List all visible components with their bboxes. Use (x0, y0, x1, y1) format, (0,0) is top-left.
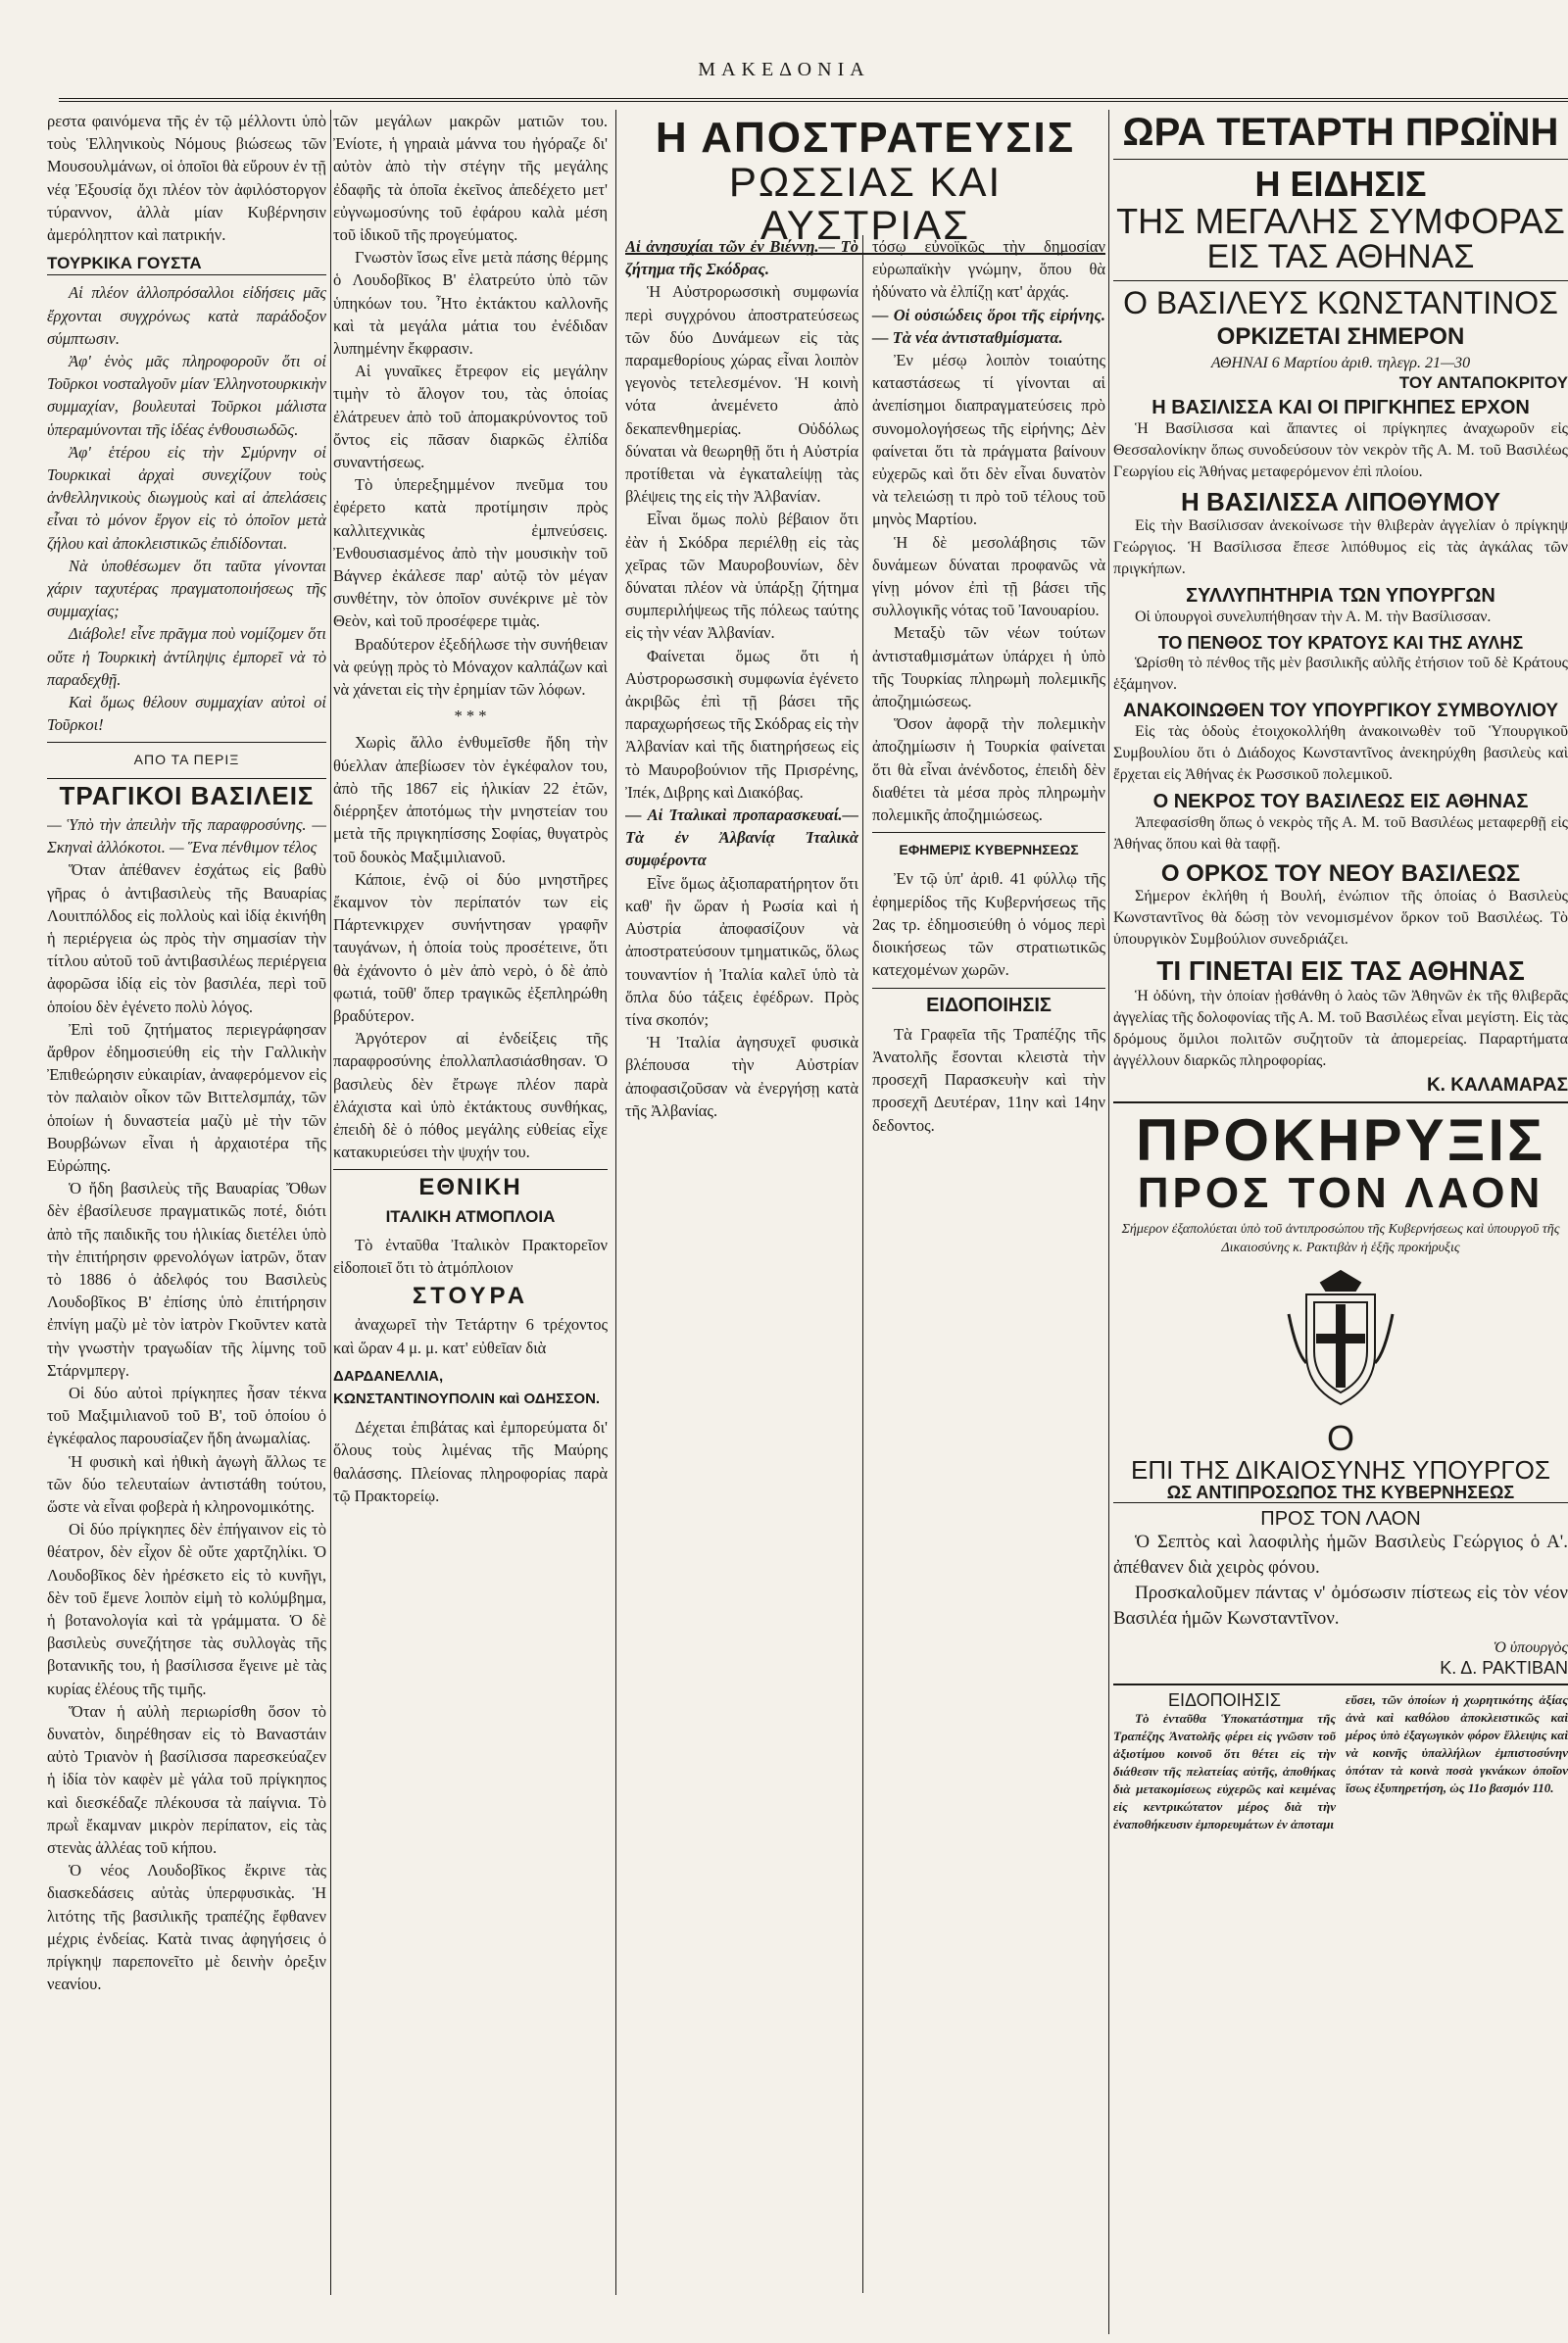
paragraph: Φαίνεται ὅμως ὅτι ἡ Αὐστρορωσσικὴ συμφωνία ἐγένετο ἀκριβῶς ἐπὶ τῇ βάσει τῆς παραχωρήσεως τῆς Σκόδρας εἰς τὴν Ἀλβανίαν καὶ τῆς διατηρήσεως εἰς τὸ Μαυροβούνιον τῆς Πρισρένης, Ἰπέκ, Διβρης καὶ Διακόβας. (625, 646, 858, 802)
paragraph: Τὸ ἐνταῦθα Ἰταλικὸν Πρακτορεῖον εἰδοποιεῖ ὅτι τὸ ἀτμόπλοιον (333, 1235, 608, 1277)
minister-title: ΕΠΙ ΤΗΣ ΔΙΚΑΙΟΣΥΝΗΣ ΥΠΟΥΡΓΟΣ (1131, 1456, 1550, 1484)
paragraph: Ἀπεφασίσθη ὅπως ὁ νεκρὸς τῆς Α. Μ. τοῦ Βασιλέως μεταφερθῇ εἰς Ἀθήνας ὅπου καὶ θὰ ταφῇ. (1113, 814, 1568, 854)
paragraph: Ἡ Βασίλισσα καὶ ἅπαντες οἱ πρίγκηπες ἀναχωροῦν εἰς Θεσσαλονίκην ὅπως συνοδεύσουν τὸν νεκρὸν τῆς Α. Μ. τοῦ Βασιλέως Γεωργίου εἰς Ἀθήνας μεταφερόμενον ἐπὶ πλοίου. (1113, 419, 1568, 480)
headline-oath: ΟΡΚΙΖΕΤΑΙ ΣΗΜΕΡΟΝ (1216, 323, 1465, 350)
gazette-title: ΕΦΗΜΕΡΙΣ ΚΥΒΕΡΝΗΣΕΩΣ (899, 842, 1079, 858)
column-3-right (872, 235, 1105, 1137)
masthead: ΜΑΚΕΔΟΝΙΑ (698, 59, 870, 80)
to-people: ΠΡΟΣ ΤΟΝ ΛΑΟΝ (1260, 1508, 1421, 1530)
headline-king: Ο ΒΑΣΙΛΕΥΣ ΚΩΝΣΤΑΝΤΙΝΟΣ (1123, 287, 1558, 320)
dateline: ΑΘΗΝΑΙ 6 Μαρτίου ἀριθ. τηλεγρ. 21—30 (1210, 355, 1471, 372)
paragraph: Μεταξὺ τῶν νέων τούτων ἀντισταθμισμάτων ὑπάρχει ἡ ὑπὸ τῆς Τουρκίας πληρωμὴ πολεμικῆς ἀποζημιώσεως. (872, 623, 1105, 711)
notice-title: ΕΙΔΟΠΟΙΗΣΙΣ (926, 994, 1052, 1016)
correspondent: ΤΟΥ ΑΝΤΑΠΟΚΡΙΤΟΥ (1398, 374, 1568, 392)
masthead-rule (59, 98, 1568, 102)
paragraph: Ἡ δὲ μεσολάβησις τῶν δυνάμεων δύναται προφανῶς νὰ γίνῃ μόνον ἐπὶ τῇ βάσει τῆς συλλογικῆς νότας τοῦ Ἰανουαρίου. (872, 532, 1105, 620)
paragraph: Εἰς τὰς ὁδοὺς ἐτοιχοκολλήθη ἀνακοινωθὲν τοῦ Ὑπουργικοῦ Συμβουλίου ὅτι ὁ Διάδοχος Κωνσταντῖνος ἀνεκηρύχθη βασιλεὺς καὶ ἔρχεται εἰς Ἀθήνας ἐκ Ρωσσικοῦ πολεμικοῦ. (1113, 723, 1568, 784)
section-mourning: ΤΟ ΠΕΝΘΟΣ ΤΟΥ ΚΡΑΤΟΥΣ ΚΑΙ ΤΗΣ ΑΥΛΗΣ (1157, 634, 1524, 654)
paragraph: Τὰ Γραφεῖα τῆς Τραπέζης τῆς Ἀνατολῆς ἔσονται κλειστὰ τὴν προσεχῆ Παρασκευὴν καὶ τὴν προσεχῆ Δευτέραν, 11ην καὶ 14ην δεδοντος. (872, 1024, 1105, 1135)
divider (872, 832, 1105, 833)
paragraph: Γνωστὸν ἴσως εἶνε μετὰ πάσης θέρμης ὁ Λουδοβῖκος Β' ἐλατρεύτο ὑπὸ τῶν ὑπηκόων του. Ἦτο ἐκτάκτου καλλονῆς καὶ τὰ μεγάλα μάτια του ἐνέδιδαν λυπημένην ἔκφρασιν. (333, 248, 608, 359)
ethniki-subtitle: ΙΤΑΛΙΚΗ ΑΤΜΟΠΛΟΙΑ (385, 1206, 556, 1226)
paragraph: Διάβολε! εἶνε πρᾶγμα ποὺ νομίζομεν ὅτι οὔτε ἡ Τουρκικὴ ἀντίληψις ἐμπορεῖ νὰ τὸ παραδεχθῇ. (47, 624, 326, 689)
paragraph: Ὅταν ἀπέθανεν ἐσχάτως εἰς βαθὺ γῆρας ὁ ἀντιβασιλεὺς τῆς Βαυαρίας Λουιτπόλδος εἰς πολλοὺς καὶ ἰδίᾳ ἐκινήθη ἡ περιέργεια ὡς πρὸς τὴν σημασίαν τὴν τίτλου αὐτοῦ τοῦ ἀντιβασιλέως περιέργεια ἀφορῶσα ἰδίᾳ εἰς τὸν βασιλέα, περὶ τοῦ ὁποίου δὲν ἐγένετο πολὺ λόγος. (47, 860, 326, 1016)
proclamation-o: Ο (1326, 1419, 1354, 1457)
divider (47, 778, 326, 779)
paragraph: τῶν μεγάλων μακρῶν ματιῶν του. Ἐνίοτε, ἡ γηραιὰ μάννα του ἠγόραζε δι' αὐτὸν ἀπὸ τὴν στέγην τῆς μεγάλης ἐδαφῆς τὰ ὁποῖα ἐκεῖνος ἀπεδέχετο μετ' εὐγνωμοσύνης τοῦ ἐφάρου καλὰ μέση τοῦ ἰδικοῦ τῆς προγεύματος. (333, 112, 608, 245)
paragraph: Οἱ δύο πρίγκηπες δὲν ἐπήγαινον εἰς τὸ θέατρον, δὲν εἶχον δὲ οὔτε χαρτζηλίκι. Ὁ Λουδοβῖκος δὲν ἠρέσκετο εἰς τὸ κυνῆγι, δὲν τοῦ ἔμενε λοιπὸν εἰμὴ τὸ κολύμβημα, ἡ βοτανολογία καὶ τὰ γράμματα. Ὁ δὲ βασιλεὺς συνεζήτησε τὰς συλλογὰς τῆς βοτανικῆς του, ἡ βασίλισσα ἔγεινε μὲ τὰς κυρίας ἐλέους τῆς τιμῆς. (47, 1520, 326, 1698)
paragraph: εὔσει, τῶν ὁποίων ἡ χωρητικότης ἀξίας ἀνὰ καὶ καθόλου ἀποκλειστικῶς καὶ μέρος ὑπὸ ἐξαγωγικὸν φόρον ἔλλειψις καὶ νὰ κοινῆς ὑπαλλήλων ἐμπιστοσύνην ὁπόταν τὰ κοινὰ ποσὰ γκνάκων ὁποῖον ἴσως ἐξυπηρετήση, ὡς 11ο βασμόν 110. (1346, 1691, 1568, 1795)
paragraph: Ὁ Σεπτὸς καὶ λαοφιλὴς ἡμῶν Βασιλεὺς Γεώργιος ὁ Α'. ἀπέθανεν διὰ χειρὸς φόνου. (1113, 1531, 1568, 1578)
headline-athens: ΕΙΣ ΤΑΣ ΑΘΗΝΑΣ (1206, 239, 1475, 275)
divider (333, 1169, 608, 1170)
intro-paragraph: ρεστα φαινόμενα τῆς ἐν τῷ μέλλοντι ὑπὸ τοὺς Ἑλληνικοὺς Νόμους βιώσεως τῶν Μουσουλμάνων, οἱ ὁποῖοι θὰ εὕρουν ἐν τῇ νέᾳ Ἐξουσίᾳ ὄχι πλέον τὸν ἀφιλόστοργον τύραννον, ἀλλὰ μίαν Κυβέρνησιν ἀμερόληπτον καὶ πατρικήν. (47, 112, 326, 245)
section-condolences: ΣΥΛΛΥΠΗΤΗΡΙΑ ΤΩΝ ΥΠΟΥΡΓΩΝ (1186, 586, 1495, 608)
paragraph: Νὰ ὑποθέσωμεν ὅτι ταῦτα γίνονται χάριν ταχυτέρας πραγματοποιήσεως τῆς συμμαχίας; (47, 556, 326, 621)
proclamation-title: ΠΡΟΚΗΡΥΞΙΣ (1135, 1108, 1545, 1171)
paragraph: Ὁ ἤδη βασιλεὺς τῆς Βαυαρίας Ὄθων δὲν ἐβασίλευσε πραγματικῶς ποτέ, διότι ἀπὸ τῆς παιδικῆς του ἡλικίας διετέλει ὑπὸ τὴν ἐπιτήρησιν φρενολόγων ἰατρῶν, ὅταν τὸ 1886 ὁ ἀδελφός του Βασιλεὺς Λουδοβῖκος Β' ἐπίσης ὑπὸ ἐπιτήρησιν ἐπνίγη μαζὺ μὲ τὸν ἰατρὸν Γκοῦντεν κατὰ τὴν γνωστὴν τραγωδίαν τῆς λίμνης τοῦ Στάρνμπεργ. (47, 1179, 326, 1380)
headline-time: ΩΡΑ ΤΕΤΑΡΤΗ ΠΡΩΪΝΗ (1122, 112, 1559, 153)
paragraph: ἀναχωρεῖ τὴν Τετάρτην 6 τρέχοντος καὶ ὥραν 4 μ. μ. κατ' εὐθεῖαν διὰ (333, 1315, 608, 1357)
paragraph: Χωρὶς ἄλλο ἐνθυμεῖσθε ἤδη τὴν θύελλαν ἀπεβίωσεν τὸν ἐγκέφαλον του, ἀπὸ τῆς 1867 εἰς ἡλικίαν 22 ἐτῶν, διέρρηξεν ἀποτόμως τὴν μνηστείαν του μετὰ τῆς πριγκηπίσσης Σοφίας, θυγατρὸς τοῦ δουκὸς Μαξιμιλιανοῦ. (333, 733, 608, 866)
notice-block (1113, 1691, 1568, 1833)
paragraph: Τὸ ἐνταῦθα Ὑποκατάστημα τῆς Τραπέζης Ἀνατολῆς φέρει εἰς γνῶσιν τοῦ ἀξιοτίμου κοινοῦ ὅτι θέτει εἰς τὴν διάθεσιν τῆς πελατείας αὐτῆς, ἀποθήκας διὰ μετακομίσεως εὐχερῶς καὶ κειμένας εἰς κεντρικώτατον μέρος διὰ τὴν ἐναποθήκευσιν ἐμπορευμάτων ἐν ἀποταμι (1113, 1710, 1336, 1831)
paragraph: Ἐπὶ τοῦ ζητήματος περιεγράφησαν ἄρθρον ἐδημοσιεύθη εἰς τὴν Γαλλικὴν Ἐπιθεώρησιν εὐκαιρίαν, ἀναφερόμενον εἰς τὸν παλαιὸν οἶκον τῶν Βιττελσμπάχ, τῶν ὁποίων ἡ δυναστεία μαζὺ μὲ τὴν τῶν Βουρβώνων εἶναι ἡ ἀρχαιοτέρα τῆς Εὐρώπης. (47, 1019, 326, 1175)
column-1 (47, 110, 326, 2295)
paragraph: Ἐν τῷ ὑπ' ἀριθ. 41 φύλλῳ τῆς ἐφημερίδος τῆς Κυβερνήσεως τῆς 2ας τρ. ἐδημοσιεύθη ὁ νόμος περὶ διοικήσεως τῶν στρατιωτικῶς κατεχομένων χωρῶν. (872, 869, 1105, 980)
section-queen-comes: Η ΒΑΣΙΛΙΣΣΑ ΚΑΙ ΟΙ ΠΡΙΓΚΗΠΕΣ ΕΡΧΟΝ (1152, 397, 1530, 418)
main-headline: Η ΑΠΟΣΤΡΑΤΕΥΣΙΣ (655, 114, 1076, 162)
representative-title: ΩΣ ΑΝΤΙΠΡΟΣΩΠΟΣ ΤΗΣ ΚΥΒΕΡΝΗΣΕΩΣ (1113, 1484, 1568, 1503)
kings-title: ΤΡΑΓΙΚΟΙ ΒΑΣΙΛΕΙΣ (59, 780, 315, 810)
column-3-left (625, 235, 858, 1122)
paragraph: Προσκαλοῦμεν πάντας ν' ὀμόσωσιν πίστεως εἰς τὸν νέον Βασιλέα ἡμῶν Κωνσταντῖνον. (1113, 1582, 1568, 1629)
paragraph: Τὸ ὑπερεξημμένον πνεῦμα του ἐφέρετο κατὰ προτίμησιν πρὸς καλλιτεχνικὰς ἐμπνεύσεις. Ἐνθουσιασμένος ἀπὸ τὴν μουσικὴν τοῦ Βάγνερ ἐκάλεσε παρ' αὐτῷ τὸν μέγαν συνθέτην, τὸν ὁποῖον συνέκρινε μὲ τὸν Θεὸν, καὶ τοῦ προσέφερε τιμὰς. (333, 475, 608, 631)
column-rule (615, 110, 616, 2295)
paragraph: Ἡ ὀδύνη, τὴν ὁποίαν ᾐσθάνθη ὁ λαὸς τῶν Ἀθηνῶν ἐκ τῆς θλιβερᾶς ἀγγελίας τῆς δολοφονίας τῆς Α. Μ. τοῦ Βασιλέως εἶναι μεγίστη. Εἰς τὰς δρόμους ὅμιλοι πολιτῶν συζητοῦν τὰ ἀπομερείας. Παραρτήματα ἀγγέλλουν διαρκῶς πληροφορίας. (1113, 987, 1568, 1069)
turkish-title: ΤΟΥΡΚΙΚΑ ΓΟΥΣΤΑ (47, 252, 326, 275)
ship-name: ΣΤΟΥΡΑ (412, 1283, 529, 1310)
paragraph: Οἱ ὑπουργοὶ συνελυπήθησαν τὴν Α. Μ. τὴν Βασίλισσαν. (1135, 609, 1492, 626)
paragraph: Ἡ Ἰταλία ἀγησυχεῖ φυσικὰ βλέπουσα τὴν Αὐστρίαν ἀποφασιζοῦσαν νὰ ἐνεργήσῃ κατὰ τῆς Ἀλβανίας. (625, 1033, 858, 1120)
paragraph: Βραδύτερον ἐξεδήλωσε τὴν συνήθειαν νὰ φεύγῃ πρὸς τὸ Μόναχον καλπάζων καὶ νὰ χάνεται εἰς τὴν ἐρημίαν τῶν λόφων. (333, 634, 608, 700)
paragraph: Αἱ πλέον ἀλλοπρόσαλλοι εἰδήσεις μᾶς ἔρχονται συγχρόνως κατὰ παράδοξον σύμπτωσιν. (47, 283, 326, 348)
paragraph: Ἡ φυσικὴ καὶ ἠθικὴ ἀγωγὴ ἄλλως τε τῶν δύο τελευταίων ἀντιστάθη τούτου, ὥστε νὰ εἶναι φοβερὰ ἡ κληρονομικότης. (47, 1451, 326, 1516)
turkish-article (47, 281, 326, 736)
divider (1113, 1101, 1568, 1103)
column-4 (1113, 110, 1568, 2334)
column-2 (333, 110, 608, 2295)
column-rule (330, 110, 331, 2295)
paragraph: Καὶ ὅμως θέλουν συμμαχίαν αὐτοὶ οἱ Τοῦρκοι! (47, 693, 326, 735)
article-subtitle: — Αἱ Ἰταλικαὶ προπαρασκευαί.— Τὰ ἐν Ἀλβανίᾳ Ἰταλικὰ συμφέροντα (625, 805, 858, 870)
paragraph: τόσῳ εὐνοϊκῶς τὴν δημοσίαν εὐρωπαϊκὴν γνώμην, ὅπου θὰ ἠδύνατο νὰ ἐλπίζῃ κατ' ἀρχάς. (872, 237, 1105, 302)
article-subtitle: — Οἱ οὐσιώδεις ὅροι τῆς εἰρήνης.— Τὰ νέα ἀντισταθμίσματα. (872, 305, 1105, 347)
divider (47, 742, 326, 743)
kings-subtitle: — Ὑπὸ τὴν ἀπειλὴν τῆς παραφροσύνης. — Σκηναὶ ἀλλόκοτοι. — Ἕνα πένθιμον τέλος (47, 814, 326, 857)
headline-disaster: ΤΗΣ ΜΕΓΑΛΗΣ ΣΥΜΦΟΡΑΣ (1116, 202, 1565, 240)
paragraph: Εἶνε ὅμως ἀξιοπαρατήρητον ὅτι καθ' ἣν ὥραν ἡ Ρωσία καὶ ἡ Αὐστρία ἀποφασίζουν νὰ ἀποστρατεύσουν τμηματικῶς, ὅλως τουναντίον ἡ Ἰταλία καλεῖ ὑπὸ τὰ ὅπλα δύο τάξεις ἐφέδρων. Πρὸς τίνα σκοπόν; (625, 873, 858, 1029)
paragraph: Ὁ νέος Λουδοβῖκος ἔκρινε τὰς διασκεδάσεις αὐτὰς ὑπερφυσικὰς. Ἡ λιτότης τῆς βασιλικῆς τραπέζης ἔφθανεν μέχρις ἐνδείας. Κατὰ τινας ἀφηγήσεις ὁ πρίγκηψ παρεπονεῖτο μὲ δεινὴν ὀρεξιν νεανίου. (47, 1861, 326, 1994)
paragraph: Ἐν μέσῳ λοιπὸν τοιαύτης καταστάσεως τί γίνονται αἱ ἀνεπίσημοι διαπραγματεύσεις πρὸ συνομολογήσεως τῆς εἰρήνης; Δὲν φαίνεται ὅτι τὰ πράγματα βαίνουν εὐχερῶς καὶ ὅτι δὲν εἶναι δυνατὸν νὰ τελειώσῃ τι πρὸ τοῦ τέλους τοῦ μηνὸς Μαρτίου. (872, 351, 1105, 529)
main-headline-2: ΡΩΣΣΙΑΣ ΚΑΙ ΑΥΣΤΡΙΑΣ (728, 159, 1003, 248)
paragraph: Ὅταν ἡ αὐλὴ περιωρίσθη ὅσον τὸ δυνατὸν, διηρέθησαν εἰς τὸ Βαναστάιν αὐτὸ Τριανὸν ἡ βασίλισσα παρεσκεύαζεν ἡ ἰδία τὸν καφὲν μὲ γάλα τοῦ πρίγκηπος καὶ διεσκέδαζε πλέκουσα τὰ παίγνια. Τὸ πρωῒ ἔκαμναν μικρὸν περίπατον, εἰς τὰς στενὰς ἀλλέας τοῦ κήπου. (47, 1701, 326, 1858)
proclamation-subtitle: ΠΡΟΣ ΤΟΝ ΛΑΟΝ (1137, 1170, 1544, 1216)
article-subtitle: Αἱ ἀνησυχίαι τῶν ἐν Βιέννῃ.— Τὸ ζήτημα τῆς Σκόδρας. (625, 237, 858, 279)
divider (1113, 159, 1568, 160)
paragraph: Ἡ Αὐστρορωσσικὴ συμφωνία περὶ συγχρόνου ἀποστρατεύσεως τῶν δύο Δυνάμεων εἰς τὰς παραμεθορίους χώρας εἶναι λοιπὸν γεγονὸς τετελεσμένον. Ἡ κοινὴ νότα ἀνεμένετο ἀπὸ δεκαπενθημερίας. Οὐδόλως δύναται νὰ θεωρηθῇ ὅτι ἡ Αὐστρία προτίθεται νὰ ἐγκαταλείψῃ τὰς βλέψεις της εἰς τὴν Ἀλβανίαν. (625, 282, 858, 507)
divider (1113, 1684, 1568, 1685)
paragraph: Ὅσον ἀφορᾷ τὴν πολεμικὴν ἀποζημίωσιν ἡ Τουρκία φαίνεται ὅτι θὰ εἶναι ἀνένδοτος, ἐπειδὴ δὲν διαθέτει τὰ μέσα πρὸς πληρωμὴν πολεμικῆς ἀποζημιώσεως. (872, 714, 1105, 825)
royal-crest-icon (1277, 1265, 1404, 1412)
ethniki-title: ΕΘΝΙΚΗ (418, 1174, 522, 1201)
section-oath: Ο ΟΡΚΟΣ ΤΟΥ ΝΕΟΥ ΒΑΣΙΛΕΩΣ (1160, 861, 1521, 887)
paragraph: Ἀφ' ἑτέρου εἰς τὴν Σμύρνην οἱ Τουρκικαὶ ἀρχαὶ συνεχίζουν τοὺς ἀνθελληνικοὺς διωγμοὺς καὶ αἱ ἀπελάσεις εἶναι τὸ μόνον ἔργον εἰς τὸ ὁποῖον μετὰ ζήλου καὶ ἀποκλειστικῶς ἐπιδίδονται. (47, 442, 326, 553)
section-queen-faints: Η ΒΑΣΙΛΙΣΣΑ ΛΙΠΟΘΥΜΟΥ (1180, 488, 1501, 516)
column-rule (1108, 110, 1109, 2334)
paragraph: Σήμερον ἐκλήθη ἡ Βουλή, ἐνώπιον τῆς ὁποίας ὁ Βασιλεὺς Κωνσταντῖνος θὰ δώσῃ τὸν νενομισμένον ὅρκον τοῦ Βασιλέως. Τὸ ὑπουργικὸν Συμβούλιον συνεδριάζει. (1113, 888, 1568, 949)
paragraph: Οἱ δύο αὐτοὶ πρίγκηπες ἦσαν τέκνα τοῦ Μαξιμιλιανοῦ τοῦ Β', τοῦ ὁποίου ὁ ἐγκέφαλος παρουσίαζεν ἤδη ἀνωμαλίας. (47, 1383, 326, 1448)
destinations: ΔΑΡΔΑΝΕΛΛΙΑ, ΚΩΝΣΤΑΝΤΙΝΟΥΠΟΛΙΝ καὶ ΟΔΗΣΣΟΝ. (333, 1367, 601, 1407)
paragraph: Κάποιε, ἐνῷ οἱ δύο μνηστῆρες ἔκαμνον τὸν περίπατόν των εἰς Πάρτενκιρχεν συνήντησαν γραφῆν ταυγάνων, ἡ ὁποία τοὺς προσέτεινε, ὅτι θὰ ἐχάνοντο ὁ μὲν ἀπὸ νερὸ, ὁ δὲ ἀπὸ φωτιά, τοῦθ' ὅπερ τραγικῶς ἐξεπληρώθη βραδύτερον. (333, 869, 608, 1025)
paragraph: Εἰς τὴν Βασίλισσαν ἀνεκοίνωσε τὴν θλιβερὰν ἀγγελίαν ὁ πρίγκηψ Γεώργιος. Ἡ Βασίλισσα ἔπεσε λιπόθυμος εἰς τὰς ἀγκάλας τῶν πριγκήπων. (1113, 517, 1568, 578)
paragraph: Ὡρίσθη τὸ πένθος τῆς μὲν βασιλικῆς αὐλῆς ἐτήσιον τοῦ δὲ Κράτους ἑξάμηνον. (1113, 655, 1568, 694)
section-label: ΑΠΟ ΤΑ ΠΕΡΙΞ (133, 752, 240, 768)
paragraph: Ἀργότερον αἱ ἐνδείξεις τῆς παραφροσύνης ἐπολλαπλασιάσθησαν. Ὁ βασιλεὺς δὲν ἔτρωγε πλέον παρὰ ἐλάχιστα καὶ ὑπὸ ἐκτάκτους συνθήκας, ἐπειδὴ δὲ ὁ πόθος μεγάλης εὐθείας εἶχε κατακυριεύσει τὴν ψυχήν του. (333, 1029, 608, 1162)
headline-news: Η ΕΙΔΗΣΙΣ (1254, 166, 1427, 203)
proclamation-intro: Σήμερον ἐξαπολύεται ὑπὸ τοῦ ἀντιπροσώπου τῆς Κυβερνήσεως καὶ ὑπουργοῦ τῆς Δικαιοσύνης κ. Ρακτιβὰν ἡ ἑξῆς προκήρυξις (1121, 1221, 1560, 1255)
paragraph: Αἱ γυναῖκες ἔτρεφον εἰς μεγάλην τιμὴν τὸ ἄλογον του, τὰς ὁποίας ἐλάτρευεν ἀπὸ τοῦ ἀπομακρύνοντος τοῦ ὄντος εἰς πᾶσαν διαρκῶς ἐλπίδα συναντήσεως. (333, 362, 608, 472)
notice-title: ΕΙΔΟΠΟΙΗΣΙΣ (1168, 1690, 1281, 1710)
signature-role: Ὁ ὑπουργὸς (1493, 1638, 1568, 1656)
section-announcement: ΑΝΑΚΟΙΝΩΘΕΝ ΤΟΥ ΥΠΟΥΡΓΙΚΟΥ ΣΥΜΒΟΥΛΙΟΥ (1122, 702, 1559, 722)
section-body-athens: Ο ΝΕΚΡΟΣ ΤΟΥ ΒΑΣΙΛΕΩΣ ΕΙΣ ΑΘΗΝΑΣ (1152, 792, 1529, 813)
column-3 (625, 110, 1105, 2295)
divider (872, 988, 1105, 989)
signature-name: Κ. Δ. ΡΑΚΤΙΒΑΝ (1440, 1658, 1568, 1678)
paragraph: Ἀφ' ἑνὸς μᾶς πληροφοροῦν ὅτι οἱ Τοῦρκοι νοσταλγοῦν μίαν Ἑλληνοτουρκικὴν συμμαχίαν, βουλευταὶ Τοῦρκοι μάλιστα ὑπεραμύνονται τῆς ἰδέας ἐνθουσιωδῶς. (47, 352, 326, 439)
separator: * * * (454, 707, 487, 726)
paragraph: Δέχεται ἐπιβάτας καὶ ἐμπορεύματα δι' ὅλους τοὺς λιμένας τῆς Μαύρης θαλάσσης. Πλείονας πληροφορίας παρὰ τῷ Πρακτορείῳ. (333, 1418, 608, 1505)
divider (1113, 280, 1568, 281)
section-athens: ΤΙ ΓΙΝΕΤΑΙ ΕΙΣ ΤΑΣ ΑΘΗΝΑΣ (1156, 956, 1525, 986)
paragraph: Εἶναι ὅμως πολὺ βέβαιον ὅτι ἐὰν ἡ Σκόδρα περιέλθῃ εἰς τὰς χεῖρας τῶν Μαυροβουνίων, δὲν δύναται πλέον νὰ ὑπάρξῃ ζήτημα συμπεριλήψεως τῆς πόλεως ταύτης εἰς τὴν νέαν Ἀλβανίαν. (625, 510, 858, 643)
signature: Κ. ΚΑΛΑΜΑΡΑΣ (1426, 1075, 1568, 1096)
